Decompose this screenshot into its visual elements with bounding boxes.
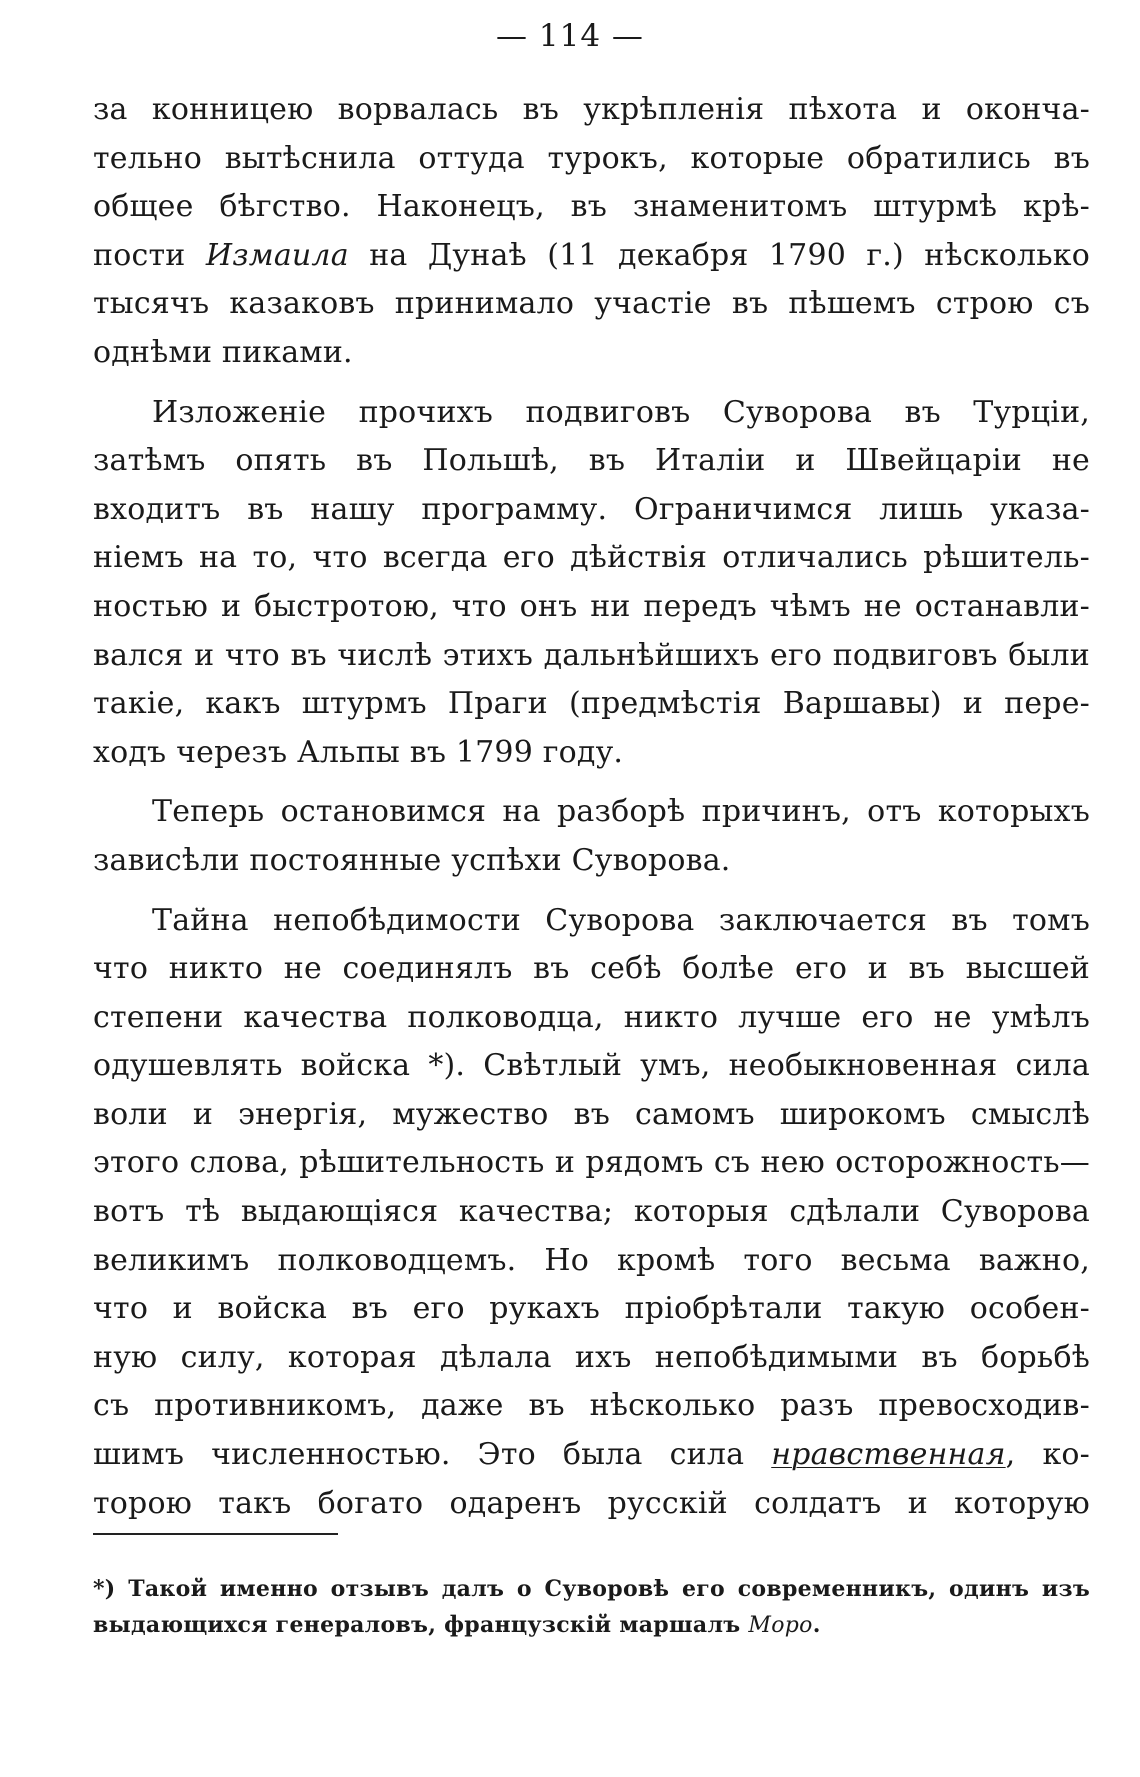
italic-place-name: Измаила: [205, 237, 349, 273]
text-line: великимъ полководцемъ. Но кромѣ того весьма важно,: [93, 1242, 1090, 1278]
text-line: что никто не соединялъ въ себѣ болѣе его и въ высшей: [93, 951, 1090, 987]
footnote-line: *) Такой именно отзывъ далъ о Суворовѣ его современникъ, одинъ изъ: [93, 1576, 1090, 1602]
main-text: [93, 86, 1090, 1528]
text-line: торою такъ богато одаренъ русскій солдатъ и которую: [93, 1485, 1090, 1521]
text-line: входитъ въ нашу программу. Ограничимся лишь указа-: [93, 491, 1090, 527]
text-line: тысячъ казаковъ принимало участіе въ пѣшемъ строю съ: [93, 286, 1090, 322]
text-line: съ противникомъ, даже въ нѣсколько разъ превосходив-: [93, 1388, 1090, 1424]
text-line: воли и энергія, мужество въ самомъ широкомъ смыслѣ: [93, 1096, 1090, 1132]
text-segment: , ко-: [1005, 1437, 1090, 1473]
text-segment: шимъ численностью. Это была сила: [93, 1437, 772, 1473]
paragraph-1: [93, 86, 1090, 378]
text-line: [93, 232, 1090, 281]
text-line: степени качества полководца, никто лучше его не умѣлъ: [93, 999, 1090, 1035]
text-line: общее бѣгство. Наконецъ, въ знаменитомъ штурмѣ крѣ-: [93, 189, 1090, 225]
page-number: — 114 —: [496, 18, 644, 54]
text-segment: пости: [93, 237, 206, 273]
text-line: [93, 1431, 1090, 1480]
text-line: Тайна непобѣдимости Суворова заключается въ томъ: [152, 902, 1090, 938]
text-line: тельно вытѣснила оттуда турокъ, которые обратились въ: [93, 140, 1090, 176]
text-line: этого слова, рѣшительность и рядомъ съ нею осторожность—: [93, 1145, 1090, 1181]
paragraph-2: [93, 389, 1090, 778]
text-line: ходъ черезъ Альпы въ 1799 году.: [93, 734, 624, 770]
text-line: вотъ тѣ выдающіяся качества; которыя сдѣлали Суворова: [93, 1194, 1090, 1230]
text-line: ніемъ на то, что всегда его дѣйствія отличались рѣшитель-: [93, 540, 1090, 576]
footnote-divider: [93, 1533, 338, 1535]
text-line: однѣми пиками.: [93, 334, 353, 370]
footnote-line: [93, 1607, 1090, 1644]
italic-underlined-word: нравственная: [771, 1437, 1006, 1473]
text-line: за конницею ворвалась въ укрѣпленія пѣхота и оконча-: [93, 92, 1090, 127]
text-segment: выдающихся генераловъ, французскій маршалъ: [93, 1612, 749, 1638]
text-segment: .: [812, 1612, 821, 1638]
footnote: [93, 1571, 1090, 1644]
text-line: зависѣли постоянные успѣхи Суворова.: [93, 842, 731, 878]
text-line: затѣмъ опять въ Польшѣ, въ Италіи и Швейцаріи не: [93, 443, 1090, 479]
paragraph-4: [93, 897, 1090, 1529]
text-line: одушевлять войска *). Свѣтлый умъ, необыкновенная сила: [93, 1048, 1090, 1084]
text-line: Изложеніе прочихъ подвиговъ Суворова въ Турціи,: [152, 394, 1090, 430]
text-line: ностью и быстротою, что онъ ни передъ чѣмъ не останавли-: [93, 588, 1090, 624]
text-segment: на Дунаѣ (11 декабря 1790 г.) нѣсколько: [348, 237, 1091, 273]
text-line: что и войска въ его рукахъ пріобрѣтали такую особен-: [93, 1291, 1090, 1327]
text-line: вался и что въ числѣ этихъ дальнѣйшихъ его подвиговъ были: [93, 637, 1090, 673]
text-line: Теперь остановимся на разборѣ причинъ, отъ которыхъ: [152, 794, 1090, 830]
text-line: такіе, какъ штурмъ Праги (предмѣстія Варшавы) и пере-: [93, 686, 1090, 722]
paragraph-3: [93, 788, 1090, 885]
italic-name: Моро: [748, 1613, 813, 1638]
text-line: ную силу, которая дѣлала ихъ непобѣдимыми въ борьбѣ: [93, 1339, 1090, 1375]
